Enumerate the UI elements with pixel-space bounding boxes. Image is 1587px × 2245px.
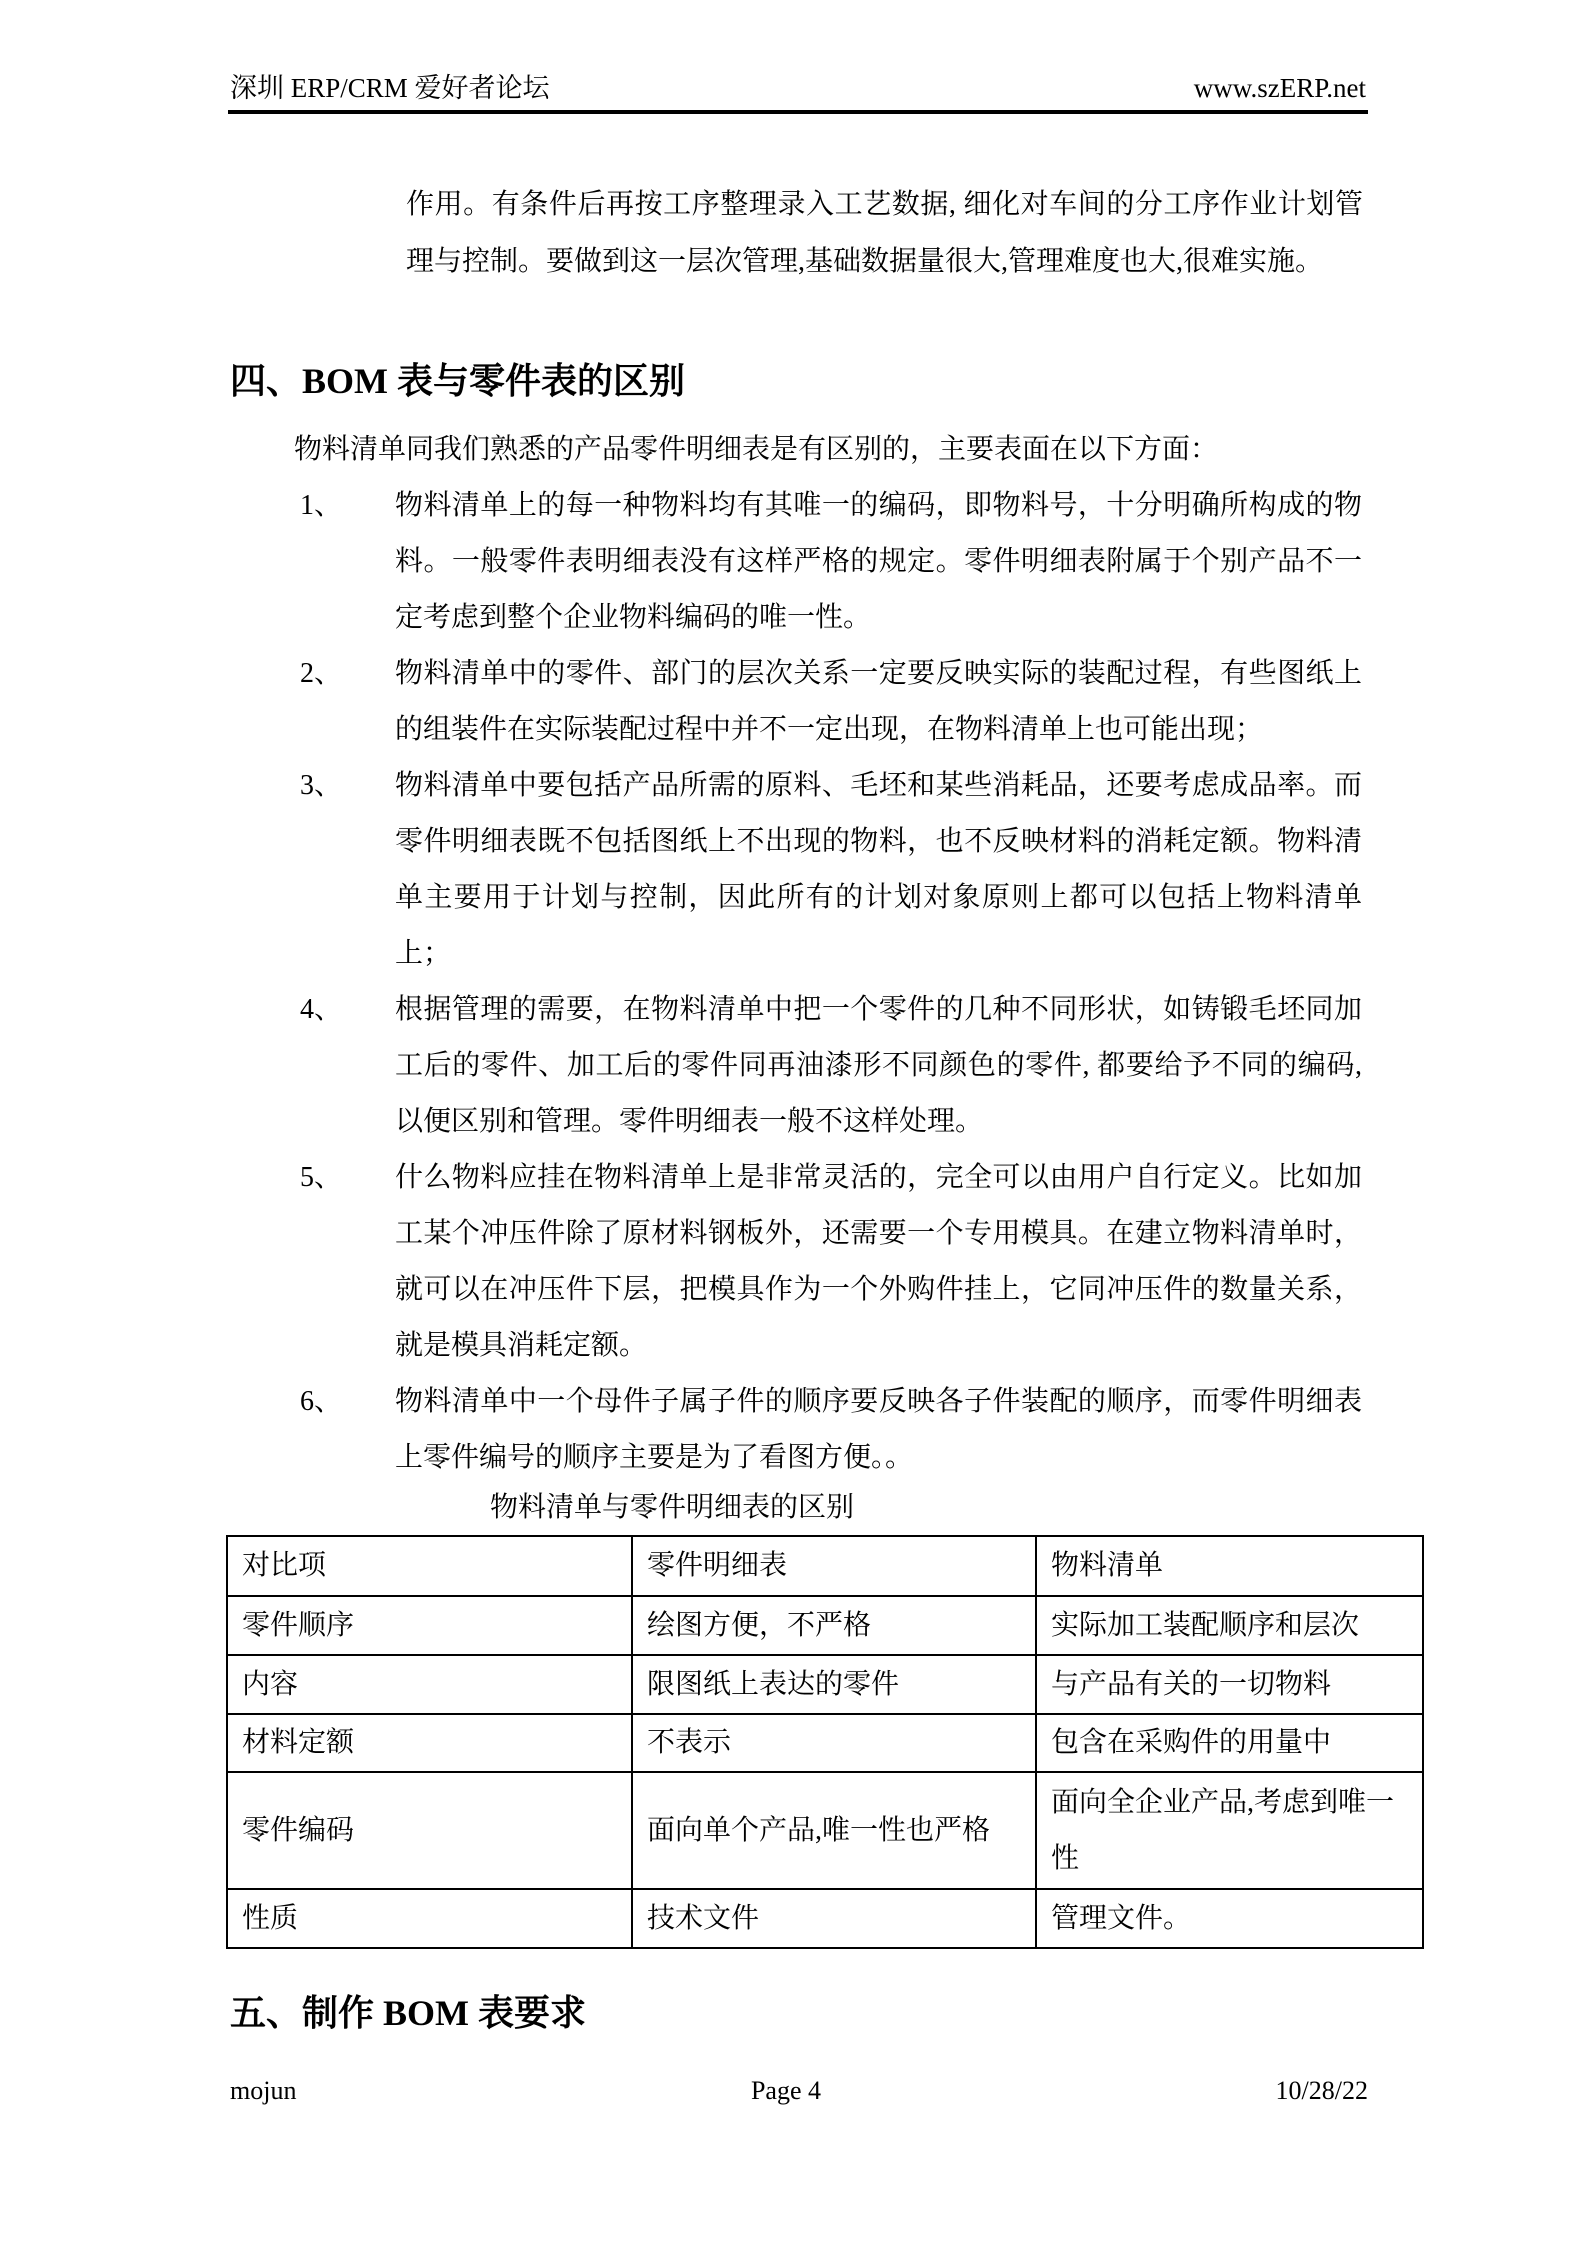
list-item-text: 什么物料应挂在物料清单上是非常灵活的，完全可以由用户自行定义。比如加工某个冲压件除了原材料钢板外，还需要一个专用模具。在建立物料清单时，就可以在冲压件下层，把模具作为一个外购件挂上，它同冲压件的数量关系，就是模具消耗定额。 <box>395 1162 1362 1361</box>
comparison-table-caption: 物料清单与零件明细表的区别 <box>490 1492 855 1523</box>
footer-page-number: Page 4 <box>750 2076 822 2105</box>
table-header-row <box>227 1536 1423 1596</box>
table-cell: 内容 <box>227 1655 632 1714</box>
table-cell: 材料定额 <box>227 1714 632 1772</box>
header-website: www.szERP.net <box>1193 73 1366 103</box>
table-header-cell: 物料清单 <box>1036 1536 1423 1596</box>
list-item-number: 5、 <box>300 1162 343 1193</box>
list-item <box>300 982 1365 1150</box>
footer-date: 10/28/22 <box>1275 2076 1368 2105</box>
table-cell: 零件顺序 <box>227 1596 632 1655</box>
list-item-text: 物料清单中一个母件子属子件的顺序要反映各子件装配的顺序，而零件明细表上零件编号的顺序主要是为了看图方便。。 <box>395 1386 1362 1473</box>
table-cell: 实际加工装配顺序和层次 <box>1036 1596 1423 1655</box>
table-row <box>227 1772 1423 1889</box>
section4-list <box>300 478 1365 1486</box>
list-item-text: 根据管理的需要，在物料清单中把一个零件的几种不同形状，如铸锻毛坯同加工后的零件、加工后的零件同再油漆形不同颜色的零件, 都要给予不同的编码, 以便区别和管理。零件明细表一般不这样处理。 <box>395 994 1362 1137</box>
list-item <box>300 758 1365 982</box>
list-item <box>300 1374 1365 1486</box>
table-cell: 与产品有关的一切物料 <box>1036 1655 1423 1714</box>
table-header-cell: 对比项 <box>227 1536 632 1596</box>
table-row <box>227 1889 1423 1948</box>
table-cell: 限图纸上表达的零件 <box>632 1655 1036 1714</box>
list-item-text: 物料清单中要包括产品所需的原料、毛坯和某些消耗品，还要考虑成品率。而零件明细表既不包括图纸上不出现的物料，也不反映材料的消耗定额。物料清单主要用于计划与控制，因此所有的计划对象原则上都可以包括上物料清单上； <box>395 770 1362 969</box>
header-forum-title: 深圳 ERP/CRM 爱好者论坛 <box>230 73 550 103</box>
table-cell: 技术文件 <box>632 1889 1036 1948</box>
table-cell: 包含在采购件的用量中 <box>1036 1714 1423 1772</box>
list-item <box>300 478 1365 646</box>
list-item-number: 4、 <box>300 994 343 1025</box>
table-cell: 绘图方便，不严格 <box>632 1596 1036 1655</box>
list-item-number: 1、 <box>300 490 343 521</box>
table-cell: 管理文件。 <box>1036 1889 1423 1948</box>
page-footer <box>230 2076 1368 2106</box>
list-item <box>300 646 1365 758</box>
table-cell: 性质 <box>227 1889 632 1948</box>
table-row <box>227 1596 1423 1655</box>
footer-author: mojun <box>230 2076 297 2105</box>
table-cell: 零件编码 <box>227 1772 632 1889</box>
section4-lead: 物料清单同我们熟悉的产品零件明细表是有区别的，主要表面在以下方面： <box>294 434 1219 465</box>
list-item-text: 物料清单中的零件、部门的层次关系一定要反映实际的装配过程，有些图纸上的组装件在实际装配过程中并不一定出现，在物料清单上也可能出现； <box>395 658 1362 745</box>
list-item <box>300 1150 1365 1374</box>
list-item-number: 6、 <box>300 1386 343 1417</box>
table-row <box>227 1714 1423 1772</box>
page-header <box>230 72 1366 104</box>
table-header-cell: 零件明细表 <box>632 1536 1036 1596</box>
continuation-paragraph: 作用。有条件后再按工序整理录入工艺数据, 细化对车间的分工序作业计划管理与控制。要做到这一层次管理,基础数据量很大,管理难度也大,很难实施。 <box>406 189 1363 277</box>
section5-heading: 五、制作 BOM 表要求 <box>230 1993 586 2033</box>
list-item-text: 物料清单上的每一种物料均有其唯一的编码，即物料号，十分明确所构成的物料。一般零件表明细表没有这样严格的规定。零件明细表附属于个别产品不一定考虑到整个企业物料编码的唯一性。 <box>395 490 1362 633</box>
table-cell: 面向单个产品,唯一性也严格 <box>632 1772 1036 1889</box>
table-row <box>227 1655 1423 1714</box>
list-item-number: 2、 <box>300 658 343 689</box>
header-rule <box>228 110 1368 114</box>
comparison-table <box>226 1535 1424 1949</box>
list-item-number: 3、 <box>300 770 343 801</box>
section4-heading: 四、BOM 表与零件表的区别 <box>230 361 685 401</box>
table-cell: 不表示 <box>632 1714 1036 1772</box>
table-cell: 面向全企业产品,考虑到唯一性 <box>1036 1772 1423 1889</box>
